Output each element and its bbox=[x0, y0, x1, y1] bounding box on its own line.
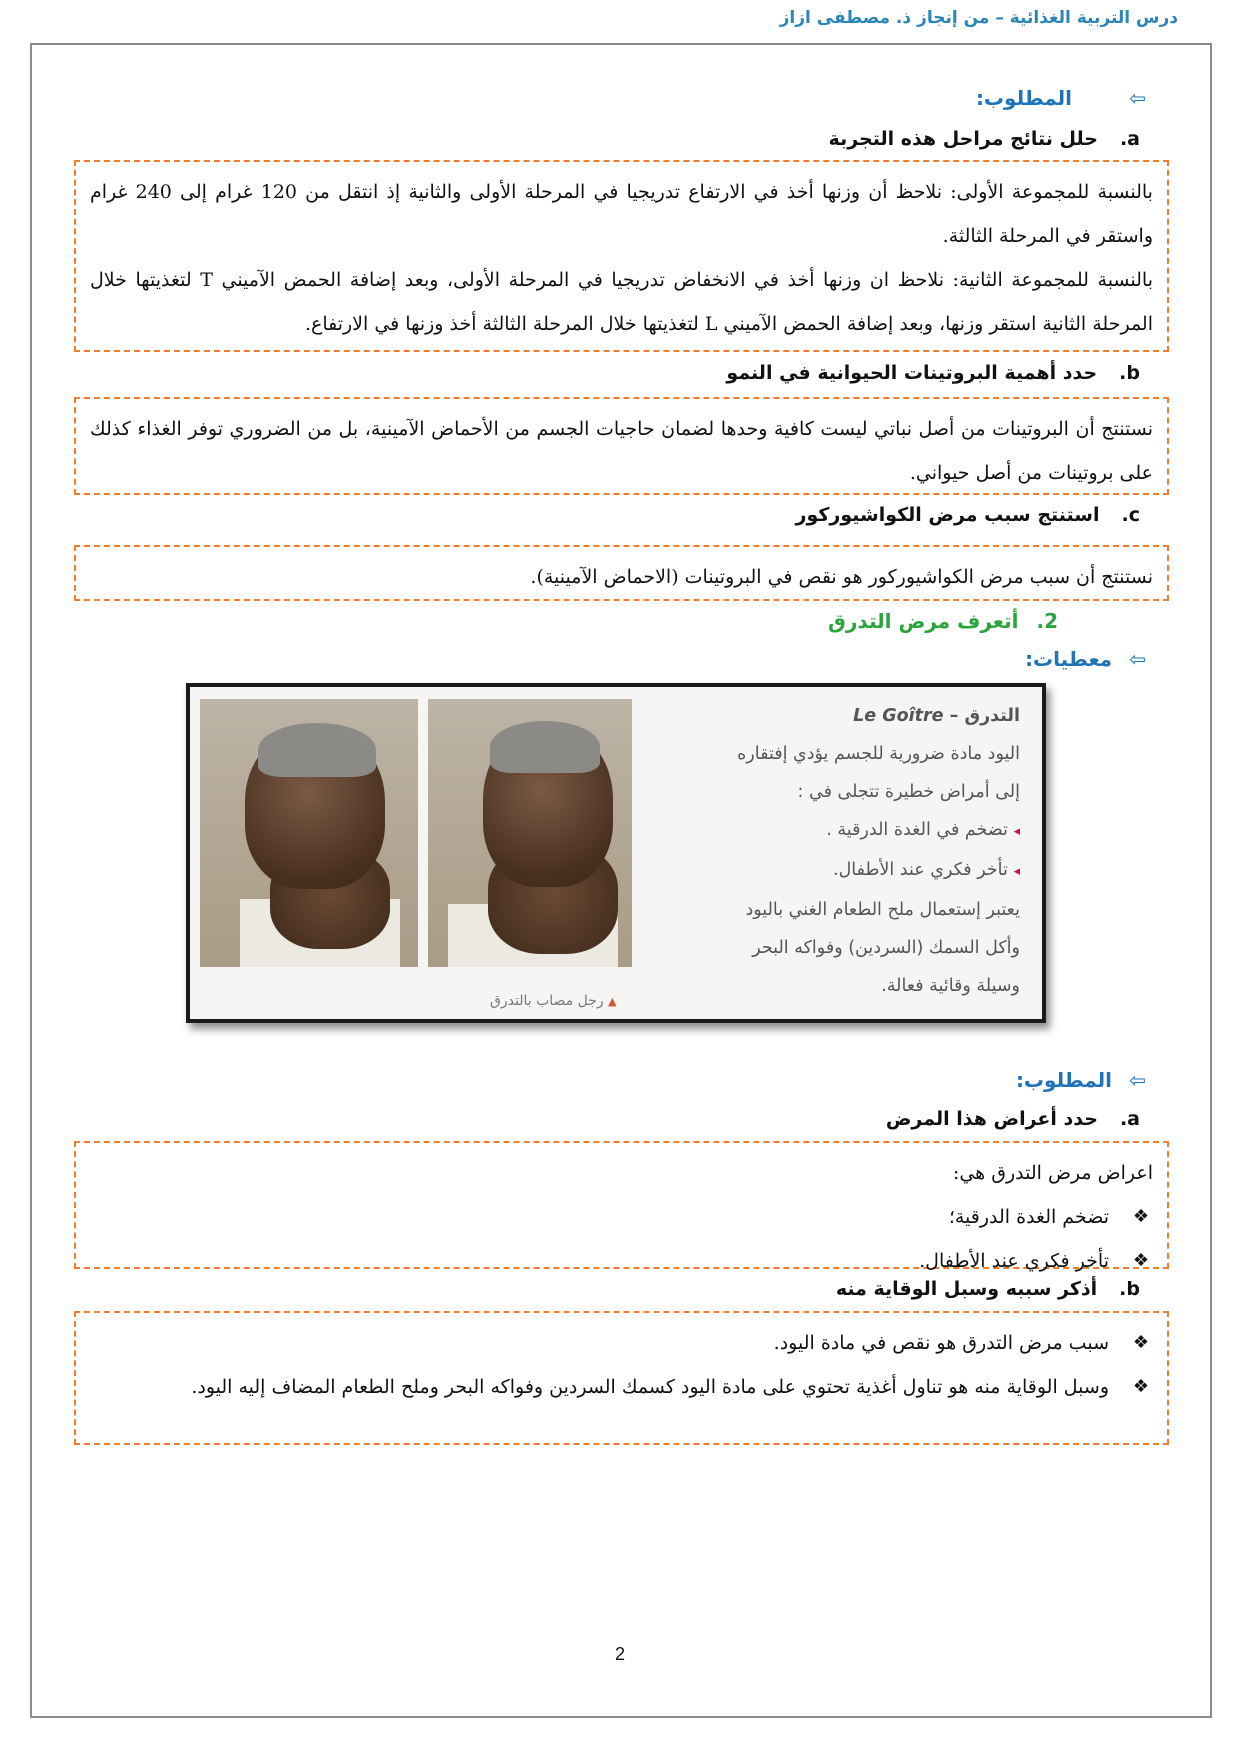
triangle-icon: ▲ bbox=[608, 995, 617, 1008]
goitre-figure bbox=[186, 683, 1046, 1023]
diamond-bullet-icon: ❖ bbox=[1132, 1250, 1149, 1271]
answer-paragraph: بالنسبة للمجموعة الثانية: نلاحظ ان وزنها أخذ في الانخفاض تدريجيا في المرحلة الأولى، وبعد إضافة الحمض الآميني T لتغذيتها خلال المرحلة الثانية استقر وزنها، وبعد إضافة الحمض الآميني L لتغذيتها خلال المرحلة الثالثة أخذ وزنها في الارتفاع. bbox=[90, 269, 1153, 335]
question-2a: a.حدد أعراض هذا المرض bbox=[885, 1108, 1140, 1130]
figure-line: وأكل السمك (السردين) وفواكه البحر bbox=[752, 938, 1020, 958]
question-2b: b.أذكر سببه وسبل الوقاية منه bbox=[835, 1278, 1140, 1300]
answer-box-b bbox=[74, 397, 1169, 495]
section-2-title: 2.أتعرف مرض التدرق bbox=[828, 609, 1058, 633]
diamond-bullet-icon: ❖ bbox=[1132, 1376, 1149, 1397]
list-item: ❖ وسبل الوقاية منه هو تناول أغذية تحتوي على مادة اليود كسمك السردين وفواكه البحر وملح الطعام المضاف إليه اليود. bbox=[90, 1365, 1153, 1409]
figure-text bbox=[628, 697, 1020, 1005]
answer-paragraph: نستنتج أن البروتينات من أصل نباتي ليست كافية وحدها لضمان حاجيات الجسم من الأحماض الآمينية، بل من الضروري توفر الغذاء كذلك على بروتينات من أصل حيواني. bbox=[90, 418, 1153, 484]
question-a: a.حلل نتائج مراحل هذه التجربة bbox=[828, 128, 1140, 150]
patient-photo-left bbox=[200, 699, 418, 967]
figure-line: ◂ تضخم في الغدة الدرقية . bbox=[826, 820, 1020, 840]
diamond-bullet-icon: ❖ bbox=[1132, 1332, 1149, 1353]
figure-caption: ▲ رجل مصاب بالتدرق bbox=[490, 993, 617, 1009]
list-item: ❖ تأخر فكري عند الأطفال. bbox=[90, 1239, 1153, 1283]
data-heading: معطيات: bbox=[1025, 647, 1112, 671]
patient-photo-right bbox=[428, 699, 632, 967]
answer-box-a bbox=[74, 160, 1169, 352]
question-label: b. bbox=[1119, 362, 1140, 384]
question-label: c. bbox=[1121, 504, 1140, 526]
answer-intro: اعراض مرض التدرق هي: bbox=[952, 1162, 1153, 1184]
figure-line: إلى أمراض خطيرة تتجلى في : bbox=[797, 782, 1020, 802]
question-label: a. bbox=[1119, 1108, 1140, 1130]
figure-line: ◂ تأخر فكري عند الأطفال. bbox=[833, 860, 1020, 880]
required-heading-1: المطلوب: bbox=[975, 86, 1072, 110]
question-label: b. bbox=[1119, 1278, 1140, 1300]
list-item: ❖ سبب مرض التدرق هو نقص في مادة اليود. bbox=[90, 1321, 1153, 1365]
answer-box-2a bbox=[74, 1141, 1169, 1272]
page-number: 2 bbox=[614, 1644, 625, 1664]
list-item: ❖ تضخم الغدة الدرقية؛ bbox=[90, 1195, 1153, 1239]
answer-paragraph: نستنتج أن سبب مرض الكواشيوركور هو نقص في البروتينات (الاحماض الآمينية). bbox=[530, 566, 1153, 588]
question-b: b.حدد أهمية البروتينات الحيوانية في النمو bbox=[726, 362, 1140, 384]
answer-box-2b bbox=[74, 1311, 1169, 1445]
figure-line: وسيلة وقائية فعالة. bbox=[881, 976, 1020, 996]
figure-line: يعتبر إستعمال ملح الطعام الغني باليود bbox=[745, 900, 1020, 920]
pointer-icon: ◂ bbox=[1013, 824, 1020, 839]
answer-paragraph: بالنسبة للمجموعة الأولى: نلاحظ أن وزنها أخذ في الارتفاع تدريجيا في المرحلة الأولى والثانية إذ انتقل من 120 غرام إلى 240 غرام واستقر في المرحلة الثالثة. bbox=[90, 181, 1153, 247]
required-heading-2: المطلوب: bbox=[1015, 1068, 1112, 1092]
figure-line: اليود مادة ضرورية للجسم يؤدي إفتقاره bbox=[737, 744, 1020, 764]
page-header: درس التربية الغذائية – من إنجاز ذ. مصطفى ازاز bbox=[779, 8, 1178, 28]
question-label: a. bbox=[1119, 128, 1140, 150]
answer-box-c bbox=[74, 545, 1169, 601]
arrow-icon: ⇦ bbox=[1129, 647, 1146, 671]
question-c: c.استنتج سبب مرض الكواشيوركور bbox=[795, 504, 1140, 526]
pointer-icon: ◂ bbox=[1013, 864, 1020, 879]
arrow-icon: ⇦ bbox=[1129, 86, 1146, 110]
arrow-icon: ⇦ bbox=[1129, 1068, 1146, 1092]
diamond-bullet-icon: ❖ bbox=[1132, 1206, 1149, 1227]
figure-title: التدرق – Le Goître bbox=[853, 706, 1020, 726]
